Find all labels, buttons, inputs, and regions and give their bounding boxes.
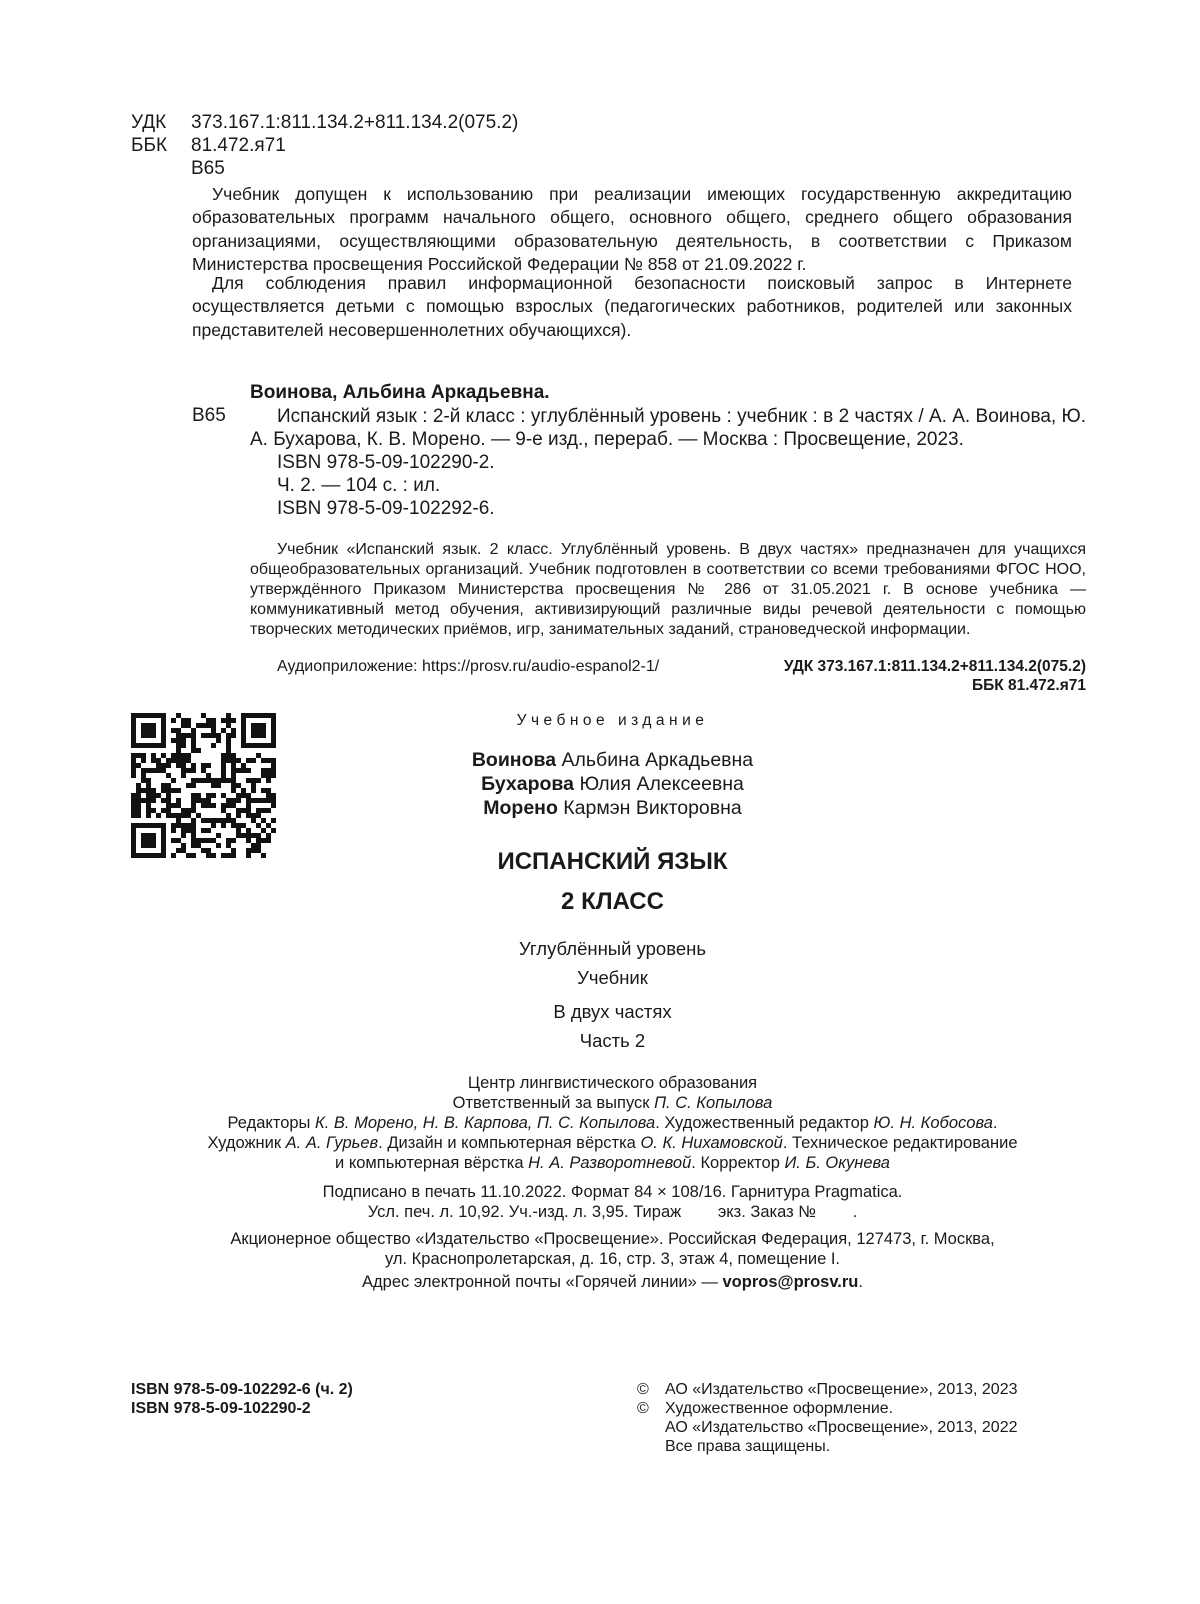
book-level: Углублённый уровень xyxy=(519,938,706,959)
copyright-icon: © xyxy=(637,1400,649,1417)
print-line-2: Усл. печ. л. 10,92. Уч.-изд. л. 3,95. Тираж экз. Заказ № . xyxy=(367,1203,858,1221)
bbk-right: ББК 81.472.я71 xyxy=(971,677,1086,694)
author-3: Морено Кармэн Викторовна xyxy=(483,797,742,819)
udk-line xyxy=(131,111,518,134)
safety-text: Для соблюдения правил информационной безопасности поисковый запрос в Интернете осуществляется детьми с помощью взрослых (педагогических работников, родителей или законных представителей несовершеннолетних обучающихся). xyxy=(192,273,1072,340)
author-mark: В65 xyxy=(191,158,225,179)
bibliography-isbn-general: ISBN 978-5-09-102290-2. xyxy=(277,452,495,473)
bbk-label: ББК xyxy=(131,135,168,156)
edu-center: Центр лингвистического образования xyxy=(467,1074,758,1092)
audio-link[interactable]: Аудиоприложение: https://prosv.ru/audio-espanol2-1/ xyxy=(277,658,660,675)
isbn-general: ISBN 978-5-09-102290-2 xyxy=(131,1400,311,1417)
approval-text: Учебник допущен к использованию при реализации имеющих государственную аккредитацию образовательных программ начального общего, основного общего, среднего общего образования организациями, осуществляющими образовательную деятельность, в соответствии с Приказом Министерства просвещения Российской Федерации № 858 от 21.09.2022 г. xyxy=(192,184,1072,274)
author-list xyxy=(300,748,925,820)
author-mark-line xyxy=(131,157,225,180)
qr-code-image xyxy=(131,713,276,858)
isbn-part: ISBN 978-5-09-102292-6 (ч. 2) xyxy=(131,1381,353,1398)
email-link[interactable]: vopros@prosv.ru xyxy=(722,1273,859,1291)
copyright-block: © АО «Издательство «Просвещение», 2013, 2023 © Художественное оформление. АО «Издательство «Просвещение», 2013, 2022 Все права защищены. xyxy=(637,1381,1018,1455)
print-info xyxy=(120,1182,1105,1222)
bbk-line xyxy=(131,134,286,157)
udk-right: УДК 373.167.1:811.134.2+811.134.2(075.2) xyxy=(783,658,1086,675)
print-line-1: Подписано в печать 11.10.2022. Формат 84 × 108/16. Гарнитура Pragmatica. xyxy=(322,1183,903,1201)
bibliography-part-info: Ч. 2. — 104 с. : ил. xyxy=(277,475,441,496)
responsible-line: Ответственный за выпуск П. С. Копылова xyxy=(452,1094,773,1112)
bibliography-description: Испанский язык : 2-й класс : углублённый уровень : учебник : в 2 частях / А. А. Воинова, Ю. А. Бухарова, К. В. Морено. — 9-е изд., перераб. — Москва : Просвещение, 2023. xyxy=(250,406,1086,450)
book-grade: 2 КЛАСС xyxy=(561,888,664,915)
copyright-icon: © xyxy=(637,1381,649,1398)
artist-line: Художник А. А. Гурьев. Дизайн и компьютерная вёрстка О. К. Нихамовской. Техническое редактирование xyxy=(207,1134,1018,1152)
book-title: ИСПАНСКИЙ ЯЗЫК xyxy=(497,848,728,875)
editors-line: Редакторы К. В. Морено, Н. В. Карпова, П. С. Копылова. Художественный редактор Ю. Н. Кобосова. xyxy=(227,1114,998,1132)
bibliography-annotation: Учебник «Испанский язык. 2 класс. Углублённый уровень. В двух частях» предназначен для учащихся общеобразовательных организаций. Учебник подготовлен в соответствии со всеми требованиями ФГОС НОО, утверждённого Приказом Министерства просвещения № 286 от 31.05.2021 г. В основе учебника — коммуникативный метод обучения, активизирующий различные виды речевой деятельности с помощью творческих методических приёмов, игр, занимательных заданий, страноведческой информации. xyxy=(250,541,1086,638)
udk-value: 373.167.1:811.134.2+811.134.2(075.2) xyxy=(191,112,519,133)
book-type: Учебник xyxy=(577,967,648,988)
publisher-line-2: ул. Краснопролетарская, д. 16, стр. 3, этаж 4, помещение I. xyxy=(384,1250,841,1268)
author-1: Воинова Альбина Аркадьевна xyxy=(471,749,754,771)
isbn-footer xyxy=(131,1380,353,1418)
udk-label: УДК xyxy=(131,112,167,133)
author-2: Бухарова Юлия Алексеевна xyxy=(481,773,744,795)
email-line: Адрес электронной почты «Горячей линии» — vopros@prosv.ru. xyxy=(362,1273,863,1291)
qr-code[interactable] xyxy=(131,713,276,858)
book-part: Часть 2 xyxy=(579,1030,646,1051)
bibliography-author: Воинова, Альбина Аркадьевна. xyxy=(250,382,550,403)
book-parts: В двух частях xyxy=(553,1001,672,1022)
publisher-line-1: Акционерное общество «Издательство «Просвещение». Российская Федерация, 127473, г. Москва, xyxy=(230,1230,995,1248)
bibliography-record xyxy=(250,405,1086,520)
bibliography-isbn-part: ISBN 978-5-09-102292-6. xyxy=(277,498,495,519)
bbk-value: 81.472.я71 xyxy=(191,135,286,156)
edition-type: Учебное издание xyxy=(516,712,709,729)
credits-block xyxy=(120,1073,1105,1173)
tech-line: и компьютерная вёрстка Н. А. Разворотневой. Корректор И. Б. Окунева xyxy=(335,1154,890,1172)
publisher-info xyxy=(120,1229,1105,1292)
bibliography-mark: В65 xyxy=(192,405,226,426)
